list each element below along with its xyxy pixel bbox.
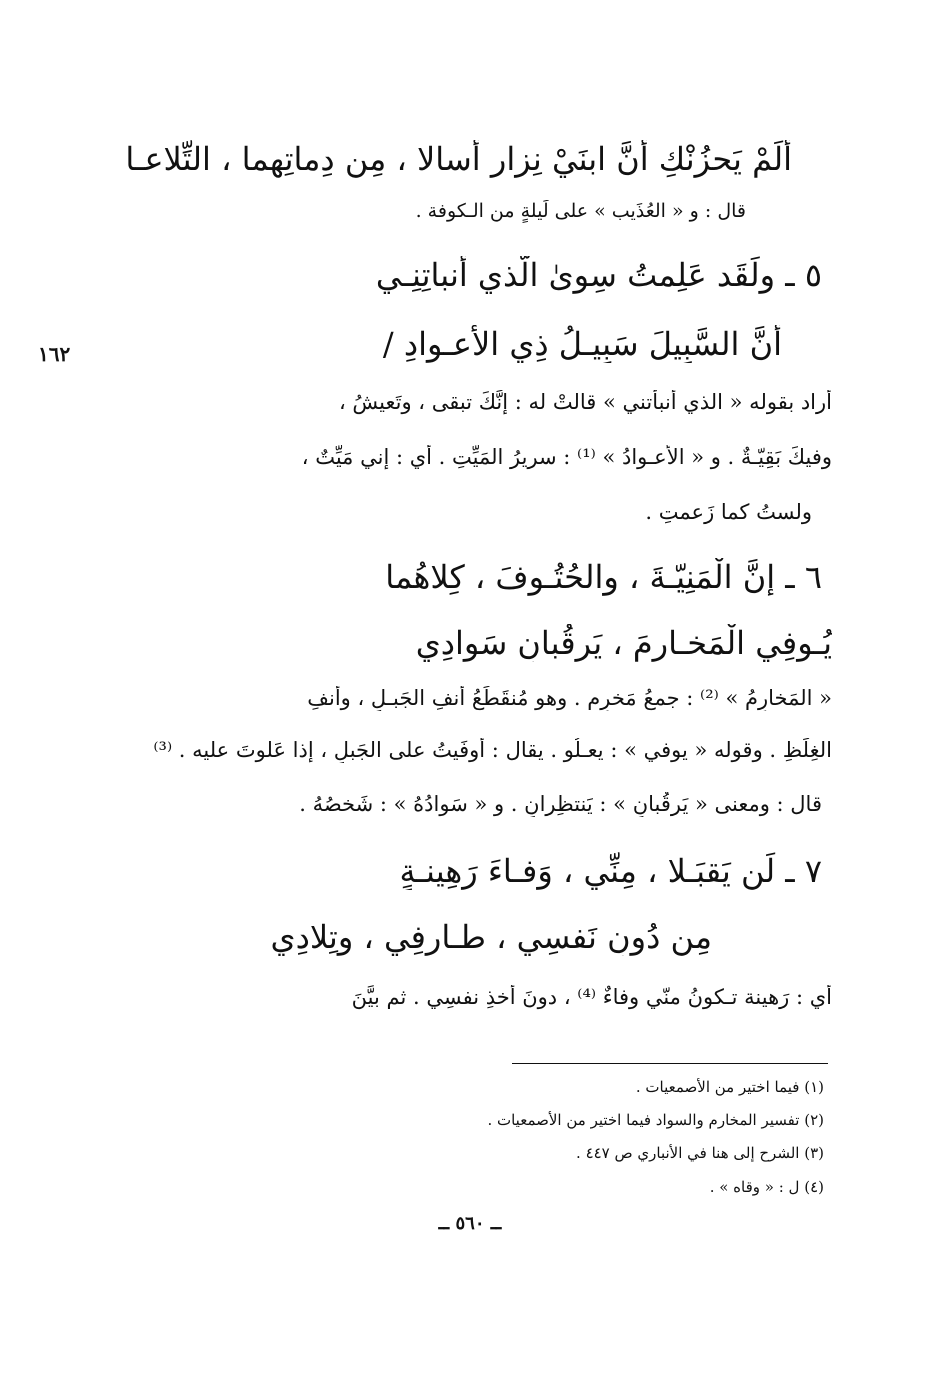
verse-line-1: أَلَمْ يَحزُنْكِ أَنَّ ابنَيْ نِزارٍ أَسالا ، مِن دِماتِهِما ، التِّلاعـا [125, 140, 792, 178]
verse-line-7b: مِن دُونِ نَفسِي ، طـارِفِي ، وتِلادِي [270, 918, 712, 956]
page-number: ــ ٥٦٠ ــ [438, 1213, 502, 1234]
prose-line: « المَخارِمُ » ⁽²⁾ : جمعُ مَخرِمٍ . وهو مُنقَطَعُ أنفِ الجَبـلِ ، وأنفِ [307, 686, 832, 710]
prose-line: قال : و « العُذَيب » على لَيلةٍ من الـكوفة . [415, 200, 746, 222]
footnote: (٣) الشرح إلى هنا في الأنباري ص ٤٤٧ . [576, 1144, 824, 1162]
prose-line: وفيكَ بَقِيّـةٌ . و « الأَعـوادُ » ⁽¹⁾ : سريرُ المَيِّتِ . أي : إني مَيِّتٌ ، [301, 445, 832, 469]
prose-line: الغِلَظِ . وقوله « يوفي » : يعـلُو . يقال : أَوفَيتُ على الجَبلِ ، إذا عَلوتَ عليه . ⁽³⁾ [153, 738, 832, 762]
prose-line: ولستُ كما زَعمتِ . [645, 500, 812, 524]
prose-line: أي : رَهينة تـكونُ منّي وفاءٌ ⁽⁴⁾ ، دونَ أَخذِ نفسِي . ثم بيَّنَ [351, 985, 832, 1009]
prose-line: أراد بقوله « الذي أنبأتني » قالتْ له : إنَّكَ تبقى ، وتَعيشُ ، [338, 390, 832, 414]
verse-line-7a: ٧ ـ لَن يَقبَـلا ، مِنِّي ، وَفـاءَ رَهِينـةٍ [399, 852, 822, 890]
verse-line-5a: ٥ ـ ولَقَد عَلِمتُ سِوىٰ الَّذي أَنباتِنِـي [375, 256, 822, 294]
verse-line-5b: أَنَّ السَّبِيلَ سَبِيـلُ ذِي الأَعـوادِ / [382, 325, 782, 363]
footnote: (٤) ل : « وقاه » . [709, 1178, 824, 1196]
margin-number: ١٦٢ [38, 342, 71, 366]
prose-line: قال : ومعنى « يَرقُبانِ » : يَنتظِرانِ . و « سَوادُهُ » : شَخصُهُ . [299, 792, 822, 816]
footnote: (١) فيما اختير من الأصمعيات . [635, 1078, 824, 1096]
verse-line-6a: ٦ ـ إِنَّ الْمَنِيّـةَ ، والحُتُـوفَ ، كِلاهُما [385, 558, 822, 596]
verse-line-6b: يُـوفِي الْمَخـارِمَ ، يَرقُبانِ سَوادِي [415, 624, 832, 662]
footnote: (٢) تفسير المخارم والسواد فيما اختير من الأصمعيات . [487, 1111, 824, 1129]
footnote-rule [512, 1063, 828, 1064]
